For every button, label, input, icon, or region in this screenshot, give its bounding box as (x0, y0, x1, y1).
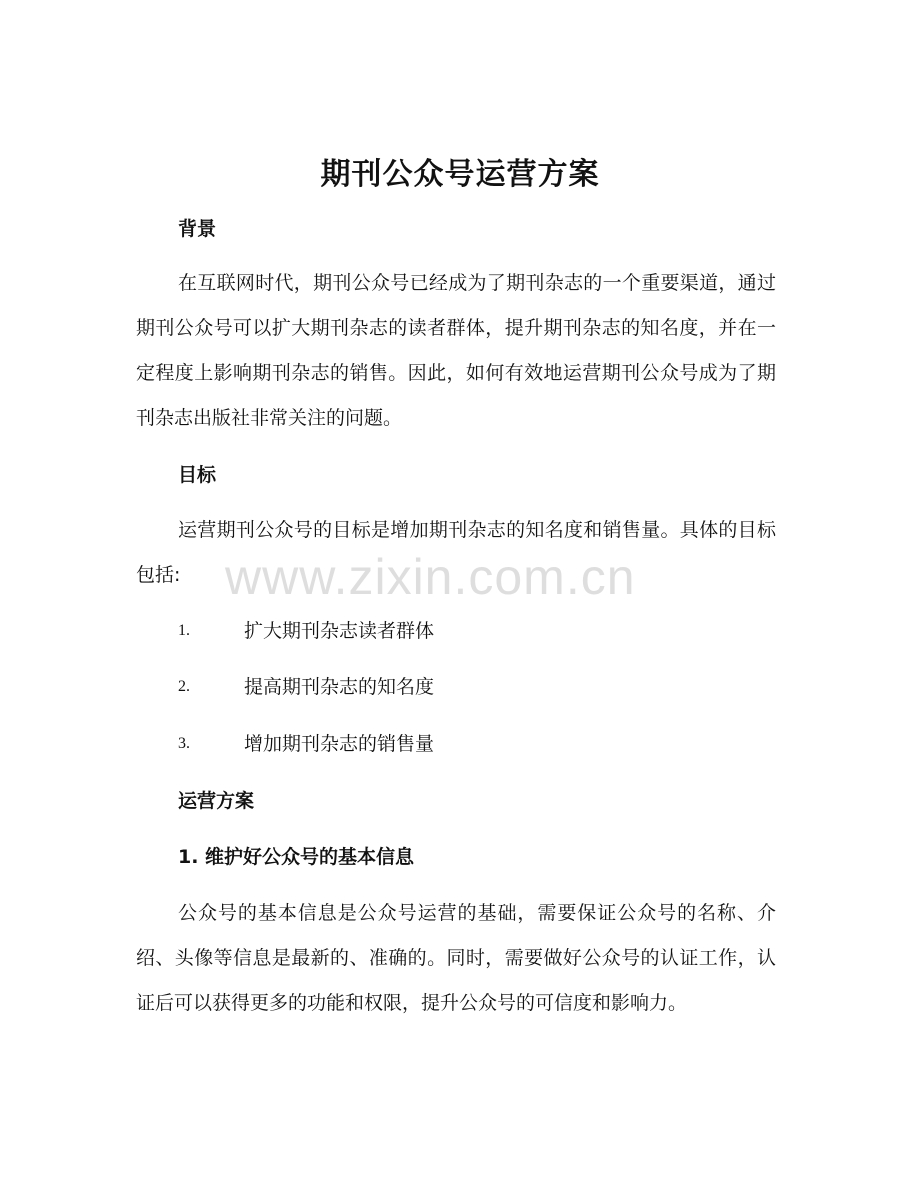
paragraph-basic-info: 公众号的基本信息是公众号运营的基础，需要保证公众号的名称、介绍、头像等信息是最新的、准确的。同时，需要做好公众号的认证工作，认证后可以获得更多的功能和权限，提升公众号的可信度和影响力。 (136, 902, 776, 1014)
list-item-text: 扩大期刊杂志读者群体 (244, 620, 435, 642)
paragraph-background: 在互联网时代，期刊公众号已经成为了期刊杂志的一个重要渠道，通过期刊公众号可以扩大期刊杂志的读者群体，提升期刊杂志的知名度，并在一定程度上影响期刊杂志的销售。因此，如何有效地运营期刊公众号成为了期刊杂志出版社非常关注的问题。 (136, 272, 776, 429)
list-item-text: 增加期刊杂志的销售量 (244, 733, 435, 755)
paragraph-goals: 运营期刊公众号的目标是增加期刊杂志的知名度和销售量。具体的目标包括: (136, 519, 776, 586)
section-heading-goals: 目标 (178, 464, 217, 486)
list-item-text: 提高期刊杂志的知名度 (244, 676, 435, 698)
subheading-basic-info: 1. 维护好公众号的基本信息 (178, 846, 415, 868)
list-item-number: 3. (178, 735, 190, 752)
list-item-number: 2. (178, 678, 190, 695)
document-title: 期刊公众号运营方案 (320, 157, 600, 192)
watermark: www.zixin.com.cn (225, 549, 636, 605)
list-item-number: 1. (178, 622, 190, 639)
section-heading-plan: 运营方案 (178, 790, 255, 812)
section-heading-background: 背景 (178, 218, 217, 240)
